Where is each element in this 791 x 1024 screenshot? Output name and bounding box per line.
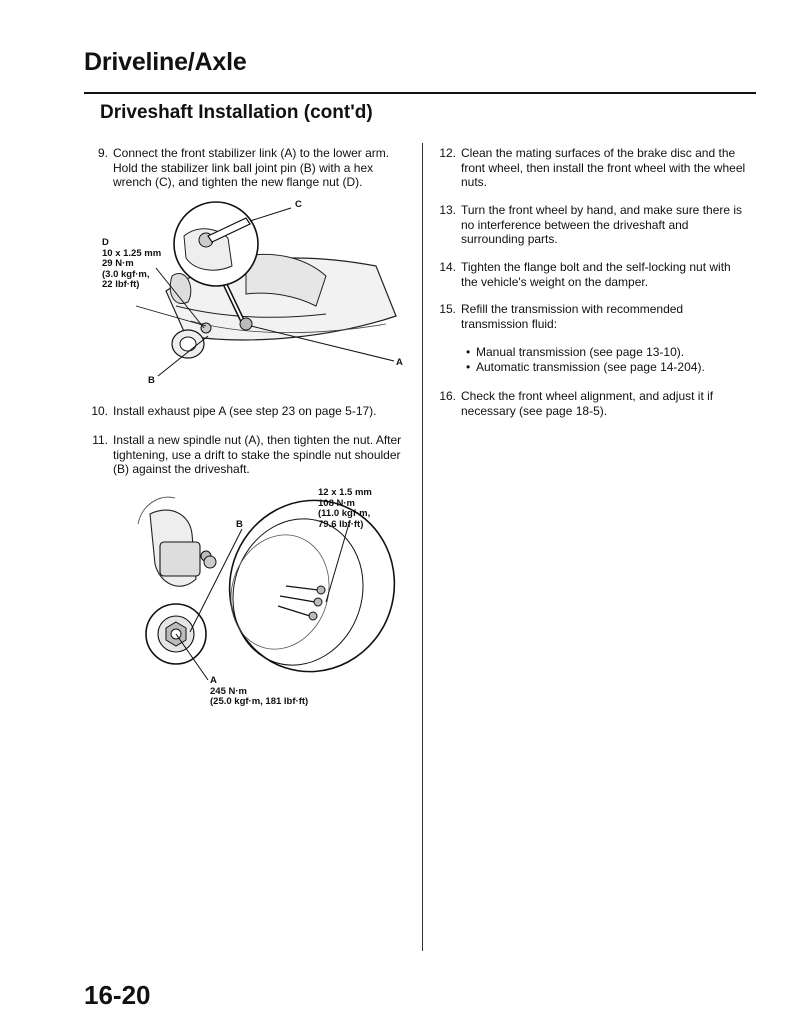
figure1-label-a: A (396, 357, 403, 368)
bullet-icon: • (466, 359, 471, 374)
step-12 (432, 146, 750, 190)
step-12-text: Clean the mating surfaces of the brake disc and the front wheel, then install the front wheel with the wheel nuts. (461, 146, 746, 190)
step-11-text: Install a new spindle nut (A), then tighten the nut. After tightening, use a drift to stake the spindle nut shoulder (B) against the driveshaft. (113, 433, 402, 477)
bullet-text-manual: Manual transmission (see page 13-10). (476, 345, 685, 359)
step-9 (84, 146, 402, 190)
torque-d-line1: 10 x 1.25 mm (102, 247, 162, 259)
step-13-text: Turn the front wheel by hand, and make sure there is no interference between the driveshaft and surrounding parts. (461, 203, 743, 247)
torque-wheel-line3: (11.0 kgf·m, (318, 508, 371, 519)
torque-a-line1: 245 N·m (210, 685, 247, 697)
bullet-text-automatic: Automatic transmission (see page 14-204). (476, 359, 705, 374)
title-rule (84, 92, 756, 94)
page-title: Driveline/Axle (84, 48, 247, 76)
page-number: 16-20 (84, 980, 151, 1010)
step-9-number: 9. (97, 146, 108, 160)
list-item (466, 345, 746, 360)
figure1-label-b: B (148, 375, 155, 386)
figure2-label-a: A (210, 675, 217, 686)
step-14-text: Tighten the flange bolt and the self-locking nut with the vehicle's weight on the damper. (461, 260, 731, 289)
torque-wheel-line4: 79.6 lbf·ft) (318, 518, 364, 530)
step-14 (432, 260, 750, 289)
step-10-text: Install exhaust pipe A (see step 23 on page 5-17). (113, 404, 377, 418)
bullet-icon: • (466, 345, 471, 359)
figure2-torque-spindle-nut (210, 676, 308, 708)
step-10 (84, 404, 402, 419)
step-16-number: 16. (439, 389, 456, 403)
figure-stabilizer-link (96, 196, 406, 392)
figure1-label-c: C (295, 199, 302, 210)
torque-wheel-line1: 12 x 1.5 mm (318, 487, 372, 498)
step-14-number: 14. (439, 260, 456, 274)
step-13 (432, 203, 750, 247)
step-11-number: 11. (92, 433, 108, 447)
step-9-text: Connect the front stabilizer link (A) to the lower arm. Hold the stabilizer link ball joint pin (B) with a hex wrench (C), and tighten the new flange nut (D). (113, 146, 390, 190)
figure2-torque-wheel-nut (318, 488, 372, 530)
figure1-label-d-letter: D (102, 237, 109, 248)
step-15-text: Refill the transmission with recommended transmission fluid: (461, 302, 684, 331)
list-item (466, 360, 746, 375)
section-subtitle: Driveshaft Installation (cont'd) (100, 102, 373, 123)
torque-wheel-line2: 108 N·m (318, 497, 355, 509)
column-divider (422, 143, 423, 951)
step-16 (432, 389, 750, 418)
step-15-number: 15. (439, 302, 456, 316)
step-16-text: Check the front wheel alignment, and adjust it if necessary (see page 18-5). (461, 389, 714, 418)
torque-d-line4: 22 lbf·ft) (102, 279, 140, 290)
torque-a-line2: (25.0 kgf·m, 181 lbf·ft) (210, 696, 309, 707)
step-12-number: 12. (439, 146, 456, 160)
step-15 (432, 302, 750, 331)
step-11 (84, 433, 402, 477)
figure2-label-b: B (236, 519, 243, 530)
step-15-bullet-list (466, 345, 746, 374)
torque-d-line3: (3.0 kgf·m, (102, 268, 150, 280)
step-13-number: 13. (439, 203, 456, 217)
figure1-label-d (102, 238, 161, 291)
stabilizer-link-illustration (96, 196, 406, 392)
torque-d-line2: 29 N·m (102, 258, 134, 269)
step-10-number: 10. (91, 404, 108, 418)
